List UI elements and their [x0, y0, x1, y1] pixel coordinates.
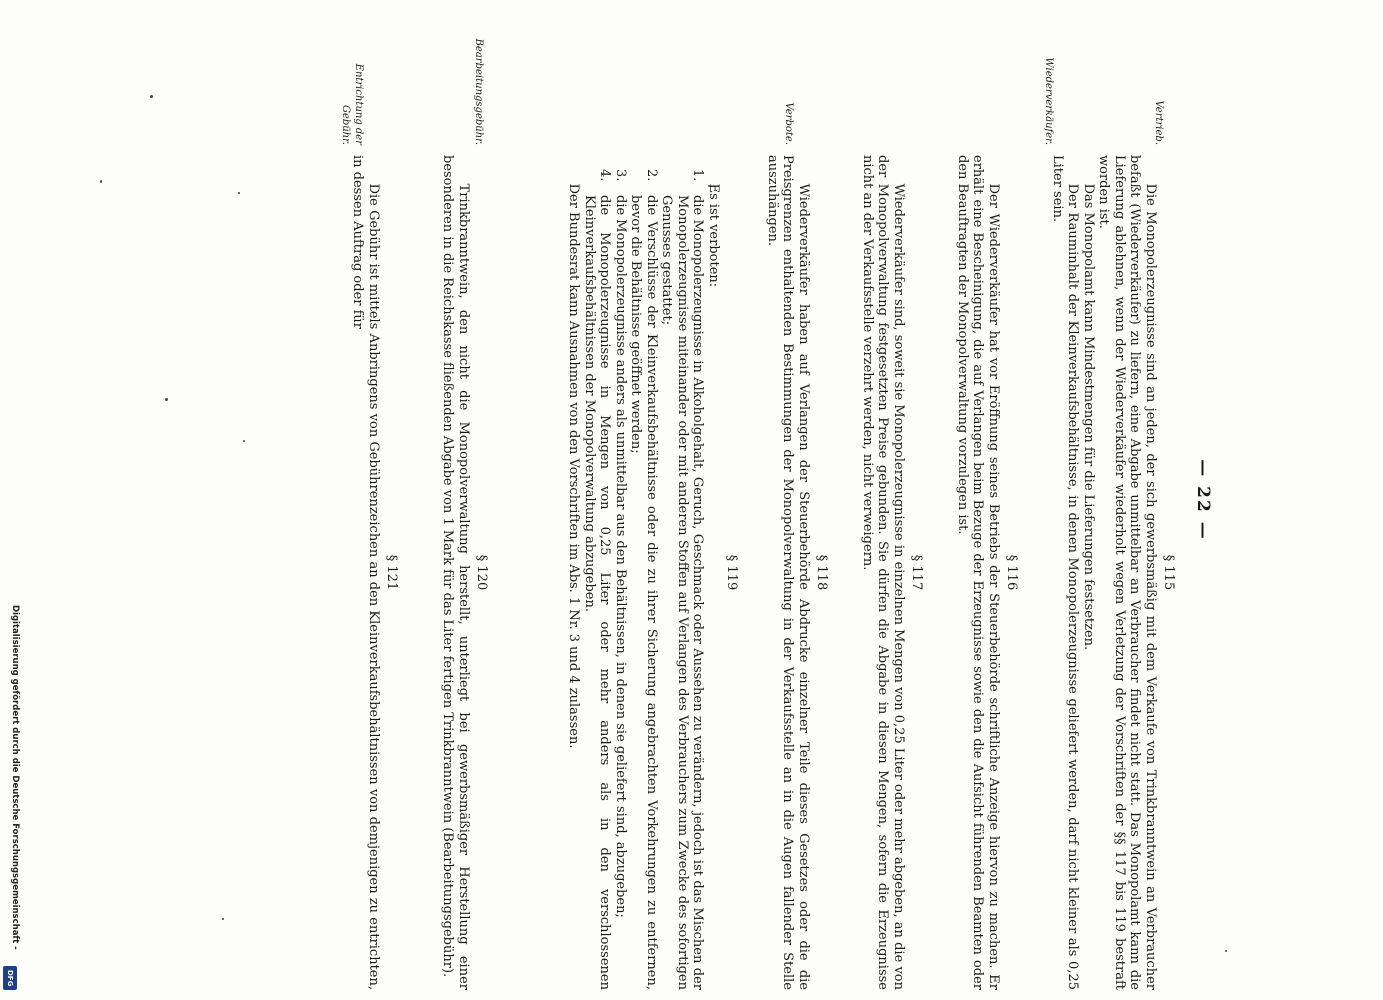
paragraph: Trinkbranntwein, den nicht die Monopolverwaltung herstellt, unterliegt bei gewerbsmäßiger Herstellung einer besonderen in die Reichskasse fließenden Abgabe von 1 Mark für das Liter fertigen Trinkbranntwein (Bearbeitungsgebühr).	[440, 155, 471, 990]
margin-note-verbote: Verbote.	[783, 102, 794, 145]
list-text: die Monopolerzeugnisse in Alkoholgehalt, Geruch, Geschmack oder Aussehen zu verändern, jedoch ist das Mischen der Monopolerzeugnisse miteinander oder mit anderen Stoffen auf Verlangen des Verbrauchers zum Zwecke des sofortigen Genusses gestattet;	[659, 195, 706, 990]
list-number: 3.	[613, 169, 628, 182]
section-121	[350, 155, 400, 990]
section-heading: § 121	[384, 554, 399, 591]
list-number: 2.	[644, 169, 659, 182]
list-number: 4.	[597, 169, 613, 182]
section-120	[440, 155, 490, 990]
list-text: die Monopolerzeugnisse anders als unmittelbar aus den Behältnissen, in denen sie geliefert sind, abzugeben;	[613, 195, 628, 918]
paragraph: Wiederverkäufer haben auf Verlangen der Steuerbehörde Abdrucke einzelner Teile dieses Gesetzes oder die die Preisgrenzen enthaltenden Bestimmungen der Monopolverwaltung in der Verkaufsstelle an in die Augen fallender Stelle auszuhängen.	[765, 155, 811, 990]
list-item	[613, 155, 629, 990]
section-heading: § 118	[814, 554, 829, 591]
list-text: die Monopolerzeugnisse in Mengen von 0,25 Liter oder mehr anders als in den verschlossenen Kleinverkaufsbehältnissen der Monopolverwaltung abzugeben.	[582, 195, 613, 990]
section-heading: § 115	[1161, 554, 1176, 591]
prohibition-list	[582, 155, 706, 990]
margin-note-vertrieb: Vertrieb.	[1153, 100, 1164, 145]
paragraph: Die Gebühr ist mittels Anbringens von Gebührenzeichen an den Kleinverkaufsbehältnissen von demjenigen zu entrichten, in dessen Auftrag oder für	[350, 155, 381, 990]
list-item	[582, 155, 613, 990]
section-heading: § 116	[1004, 554, 1019, 591]
list-item	[628, 155, 659, 990]
digitization-credit: Digitalisierung gefördert durch die Deutsche Forschungsgemeinschaft -	[10, 605, 20, 950]
section-118	[765, 155, 831, 990]
section-117	[860, 155, 926, 990]
paragraph: Wiederverkäufer sind, soweit sie Monopolerzeugnisse in einzelnen Mengen von 0,25 Liter oder mehr abgeben, an die von der Monopolverwaltung festgesetzten Preise gebunden. Sie dürfen die Abgabe in diesen Mengen, sofern die Erzeugnisse nicht an der Verkaufsstelle verzehrt werden, nicht verweigern.	[860, 155, 906, 990]
list-item	[659, 155, 706, 990]
section-heading: § 119	[724, 554, 739, 591]
dfg-logo: DFG	[3, 966, 17, 990]
list-number: 1.	[690, 169, 706, 182]
document-page	[165, 0, 1225, 1000]
paragraph: Der Rauminhalt der Kleinverkaufsbehältnisse, in denen Monopolerzeugnisse geliefert werden, darf nicht kleiner als 0,25 Liter sein.	[1050, 155, 1081, 990]
page-number: — 22 —	[1193, 459, 1213, 541]
paragraph-intro: Es ist verboten:	[706, 183, 721, 288]
section-heading: § 120	[474, 554, 489, 591]
paragraph: Das Monopolamt kann Mindestmengen für die Lieferungen festsetzen.	[1081, 183, 1096, 651]
section-119	[566, 155, 740, 990]
margin-note-wiederverkaeufer: Wiederverkäufer.	[1043, 57, 1054, 145]
list-text: die Verschlüsse der Kleinverkaufsbehältnisse oder die zu ihrer Sicherung angebrachten Vorkehrungen zu entfernen, bevor die Behältnisse geöffnet werden;	[628, 195, 659, 990]
paragraph: Der Wiederverkäufer hat vor Eröffnung seines Betriebs der Steuerbehörde schriftliche Anzeige hiervon zu machen. Er erhält eine Bescheinigung, die auf Verlangen beim Bezuge der Erzeugnisse sowie den die Aufsicht führenden Beamten oder den Beauftragten der Monopolverwaltung vorzulegen ist.	[955, 155, 1001, 990]
section-116	[955, 155, 1021, 990]
margin-note-bearbeitungsgebuehr: Bearbeitungsgebühr.	[473, 38, 484, 145]
margin-note-entrichtung: Entrichtung der Gebühr.	[340, 63, 364, 145]
section-heading: § 117	[909, 554, 924, 591]
section-115	[1050, 155, 1178, 990]
paragraph-outro: Der Bundesrat kann Ausnahmen von den Vorschriften im Abs. 1 Nr. 3 und 4 zulassen.	[566, 183, 582, 749]
paragraph: Die Monopolerzeugnisse sind an jeden, der sich gewerbsmäßig mit dem Verkaufe von Trinkbranntwein an Verbraucher befaßt (Wiederverkäufer) zu liefern, eine Abgabe unmittelbar an Verbraucher findet nicht statt. Das Monopolamt kann die Lieferung ablehnen, wenn der Wiederverkäufer wiederholt wegen Verletzung der Vorschriften der §§ 117 bis 119 bestraft worden ist.	[1096, 155, 1158, 990]
